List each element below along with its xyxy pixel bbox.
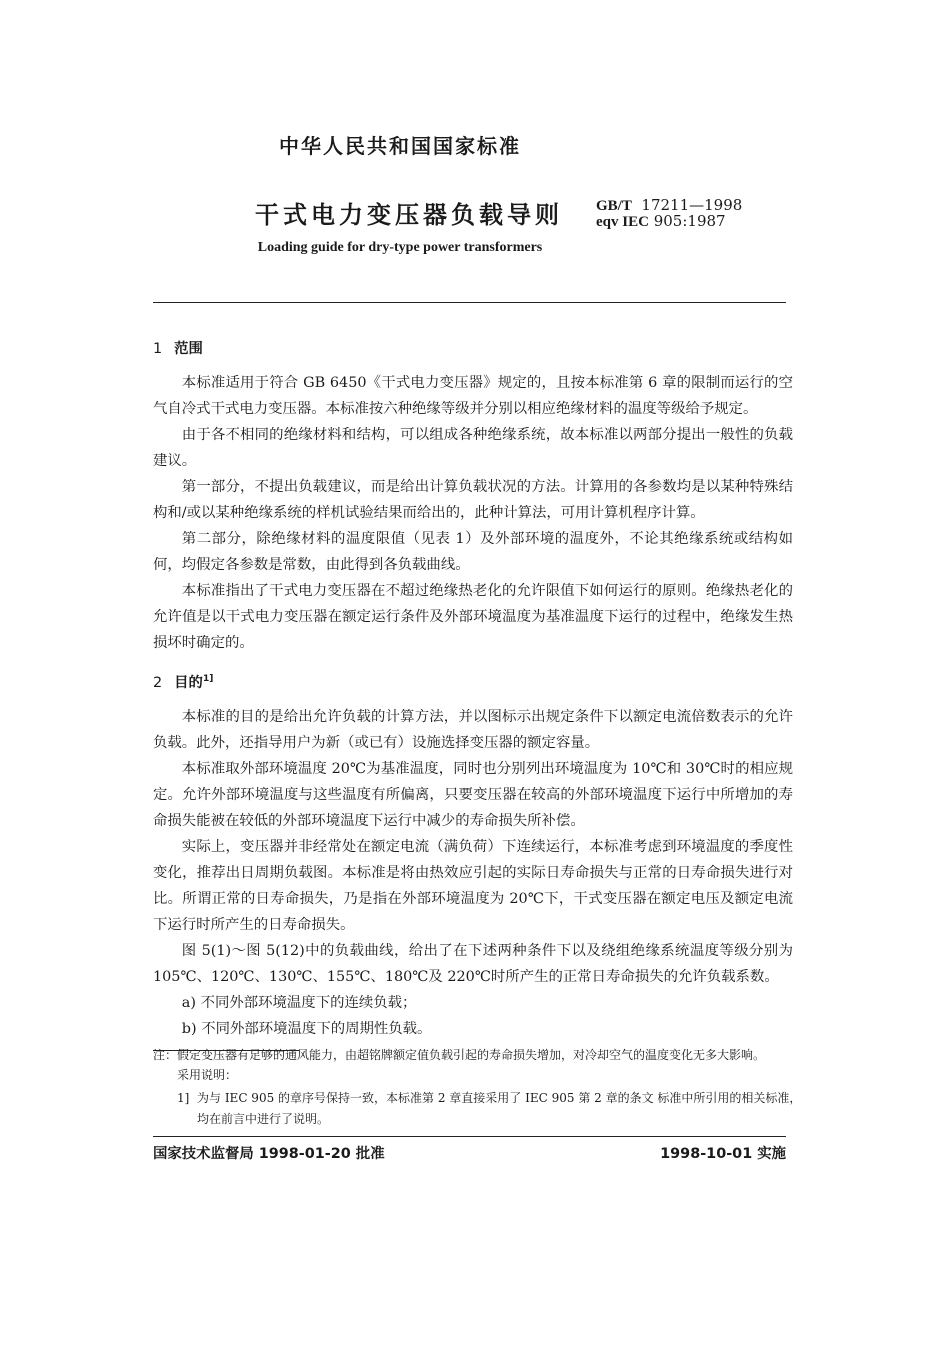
document-body [153, 336, 793, 1076]
equivalent-code-prefix: eqv IEC [596, 214, 649, 230]
section-heading [153, 666, 793, 696]
footnote-text: 为与 IEC 905 的章序号保持一致，本标准第 2 章直接采用了 IEC 905 第 2 章的条文 标准中所引用的相关标准，均在前言中进行了说明。 [197, 1091, 802, 1126]
section-number: 2 [153, 674, 163, 691]
section-number: 1 [153, 341, 163, 357]
section-heading [153, 336, 793, 362]
equivalent-code-number: 905:1987 [653, 212, 726, 230]
paragraph: 本标准适用于符合 GB 6450《干式电力变压器》规定的，且按本标准第 6 章的限制而运行的空气自冷式干式电力变压器。本标准按六种绝缘等级并分别以相应绝缘材料的温度等级给予规定。 [153, 375, 793, 417]
paragraph: 图 5(1)～图 5(12)中的负载曲线，给出了在下述两种条件下以及绕组绝缘系统温度等级分别为 105℃、120℃、130℃、155℃、180℃及 220℃时所产生的正常日寿命损失的允许负载系数。 [153, 942, 793, 985]
paragraph: 由于各不相同的绝缘材料和结构，可以组成各种绝缘系统，故本标准以两部分提出一般性的负载建议。 [153, 427, 793, 469]
footnote-divider [153, 1050, 299, 1051]
paragraph: 第二部分，除绝缘材料的温度限值（见表 1）及外部环境的温度外，不论其绝缘系统或结构如何，均假定各参数是常数，由此得到各负载曲线。 [153, 531, 793, 573]
standard-category-title: 中华人民共和国国家标准 [279, 134, 521, 158]
footnote-title: 采用说明： [177, 1068, 238, 1082]
footnote-reference: 1] [202, 674, 214, 684]
footnote [177, 1088, 809, 1130]
note-text: 假定变压器有足够的通风能力，由超铭牌额定值负载引起的寿命损失增加，对冷却空气的温度变化无多大影响。 [177, 1047, 766, 1062]
paragraph: 本标准指出了干式电力变压器在不超过绝缘热老化的允许限值下如何运行的原则。绝缘热老化的允许值是以干式电力变压器在额定运行条件及外部环境温度为基准温度下运行的过程中，绝缘发生热损坏时确定的。 [153, 583, 793, 651]
approval-date: 国家技术监督局 1998-01-20 批准 [153, 1146, 385, 1162]
document-title: 干式电力变压器负载导则 [255, 201, 563, 229]
section-title: 范围 [174, 341, 203, 357]
standard-code-number: 17211—1998 [641, 196, 743, 214]
list-item: b) 不同外部环境温度下的周期性负载。 [181, 1020, 432, 1037]
equivalent-code [596, 212, 726, 231]
implementation-date: 1998-10-01 实施 [660, 1146, 786, 1162]
list-item: a) 不同外部环境温度下的连续负载； [181, 994, 417, 1011]
footnote-label: 1] [177, 1091, 190, 1105]
paragraph: 本标准取外部环境温度 20℃为基准温度，同时也分别列出环境温度为 10℃和 30℃时的相应规定。允许外部环境温度与这些温度有所偏离，只要变压器在较高的外部环境温度下运行中所增加的寿命损失能被在较低的外部环境温度下运行中减少的寿命损失所补偿。 [153, 760, 793, 829]
header-divider [153, 302, 786, 303]
paragraph: 本标准的目的是给出允许负载的计算方法，并以图标示出规定条件下以额定电流倍数表示的允许负载。此外，还指导用户为新（或已有）设施选择变压器的额定容量。 [153, 708, 793, 751]
note-label: 注： [153, 1047, 178, 1062]
paragraph: 实际上，变压器并非经常处在额定电流（满负荷）下连续运行，本标准考虑到环境温度的季度性变化，推荐出日周期负载图。本标准是将由热效应引起的实际日寿命损失与正常的日寿命损失进行对比。所谓正常的日寿命损失，乃是指在外部环境温度为 20℃下，干式变压器在额定电压及额定电流下运行时所产生的日寿命损失。 [153, 838, 793, 933]
paragraph: 第一部分，不提出负载建议，而是给出计算负载状况的方法。计算用的各参数均是以某种特殊结构和/或以某种绝缘系统的样机试验结果而给出的，此种计算法，可用计算机程序计算。 [153, 479, 793, 521]
section-purpose [153, 666, 793, 1066]
footer-divider [153, 1136, 786, 1137]
note [153, 1044, 793, 1066]
standard-code-prefix: GB/T [596, 198, 632, 214]
section-title: 目的 [174, 674, 203, 691]
section-scope [153, 336, 793, 656]
english-title: Loading guide for dry-type power transformers [257, 240, 543, 255]
